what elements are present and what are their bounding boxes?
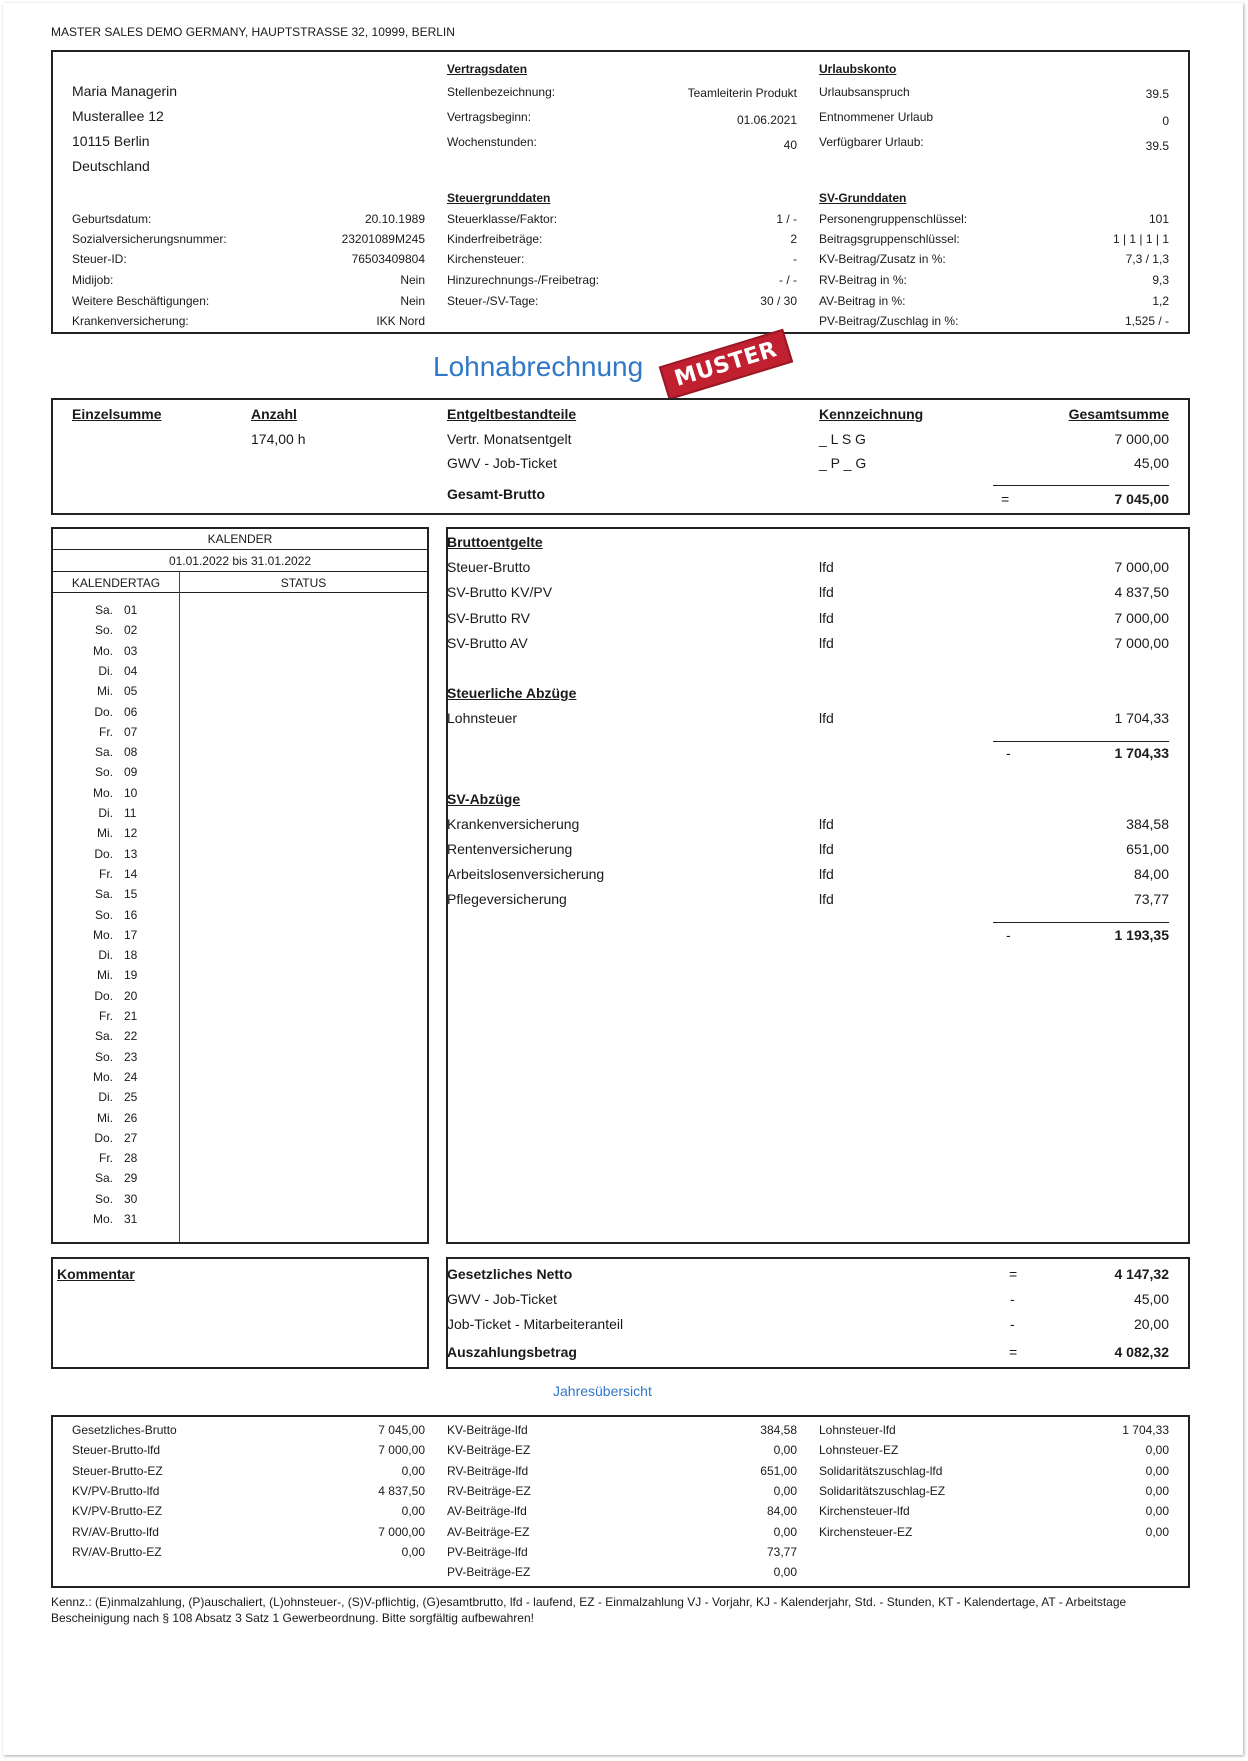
sv-value: 1 | 1 | 1 | 1: [1112, 232, 1169, 246]
annual-value: 0,00: [773, 1443, 797, 1458]
annual-value: 0,00: [401, 1463, 425, 1478]
tax-value: -: [793, 252, 797, 266]
payout-sign: =: [1009, 1344, 1018, 1360]
personal-label: Krankenversicherung:: [72, 314, 189, 328]
contract-label: Wochenstunden:: [447, 135, 537, 149]
annual-value: 7 000,00: [378, 1443, 425, 1458]
annual-label: Lohnsteuer-EZ: [819, 1443, 899, 1458]
annual-label: RV/AV-Brutto-lfd: [72, 1524, 159, 1539]
steuer-value: 1 704,33: [1114, 710, 1169, 726]
calendar-day-number: 30: [124, 1191, 138, 1206]
vacation-label: Verfügbarer Urlaub:: [819, 135, 924, 149]
calendar-weekday: Di.: [98, 663, 113, 678]
footer-note: Bescheinigung nach § 108 Absatz 3 Satz 1 Gewerbeordnung. Bitte sorgfältig aufbewahren!: [51, 1611, 534, 1625]
calendar-weekday: Sa.: [94, 1171, 113, 1186]
sv-total-value: 1 193,35: [1114, 927, 1169, 943]
calendar-day-number: 10: [124, 785, 138, 800]
net-label: Job-Ticket - Mitarbeiteranteil: [447, 1316, 624, 1332]
calendar-weekday: So.: [94, 765, 113, 780]
sv-label: Personengruppenschlüssel:: [819, 212, 968, 226]
sv-deduction-type: lfd: [819, 816, 834, 832]
earnings-total: 45,00: [1133, 455, 1169, 471]
earnings-flags: _ P _ G: [819, 455, 867, 471]
calendar-day-number: 26: [124, 1110, 138, 1125]
sv-heading: SV-Abzüge: [447, 791, 521, 807]
payout-label: Auszahlungsbetrag: [447, 1344, 577, 1360]
calendar-weekday: Fr.: [99, 866, 113, 881]
contract-value: 40: [783, 138, 797, 152]
net-value: 4 147,32: [1114, 1266, 1169, 1282]
payout-value: 4 082,32: [1114, 1344, 1169, 1360]
calendar-weekday: Mo.: [92, 1212, 113, 1226]
net-label: GWV - Job-Ticket: [447, 1291, 557, 1307]
contract-value: Teamleiterin Produkt: [687, 86, 797, 100]
calendar-day-number: 15: [124, 887, 138, 902]
brutto-value: 7 000,00: [1114, 610, 1169, 626]
calendar-day-number: 07: [124, 724, 138, 739]
annual-value: 1 704,33: [1122, 1423, 1169, 1437]
annual-value: 0,00: [401, 1504, 425, 1519]
calendar-day-number: 28: [124, 1151, 138, 1166]
calendar-weekday: Fr.: [99, 1151, 113, 1166]
annual-value: 0,00: [773, 1565, 797, 1580]
annual-label: RV-Beiträge-EZ: [447, 1483, 531, 1498]
annual-label: AV-Beiträge-EZ: [447, 1524, 530, 1539]
sv-grunddaten-heading: SV-Grunddaten: [819, 191, 907, 205]
calendar-day-number: 04: [124, 663, 138, 678]
calendar-day-number: 18: [124, 948, 138, 963]
annual-value: 384,58: [760, 1423, 797, 1437]
annual-label: Solidaritätszuschlag-EZ: [819, 1483, 946, 1498]
annual-label: Kirchensteuer-EZ: [819, 1524, 913, 1539]
vacation-value: 39.5: [1145, 87, 1169, 101]
calendar-divider: [53, 592, 427, 593]
earnings-name: GWV - Job-Ticket: [447, 455, 557, 471]
calendar-col-day: KALENDERTAG: [71, 576, 161, 590]
net-value: 20,00: [1133, 1316, 1169, 1332]
annual-value: 0,00: [1145, 1483, 1169, 1498]
sv-deduction-value: 73,77: [1133, 891, 1169, 907]
calendar-weekday: Mi.: [97, 1110, 113, 1125]
brutto-type: lfd: [819, 559, 834, 575]
calendar-weekday: So.: [94, 623, 113, 638]
earnings-amount: 174,00 h: [251, 431, 306, 447]
personal-value: IKK Nord: [376, 314, 425, 328]
annual-overview-box: [51, 1415, 1190, 1588]
brutto-label: SV-Brutto KV/PV: [447, 584, 553, 600]
calendar-weekday: Fr.: [99, 1009, 113, 1023]
footer-legend: Kennz.: (E)inmalzahlung, (P)auschaliert, (L)ohnsteuer-, (S)V-pflichtig, (G)esamtbrutto, lfd - laufend, EZ - Einmalzahlung VJ - Vorjahr, KJ - Kalenderjahr, Std. - Stunden, KT - Kalendertage, AT - Arbeitstage: [51, 1595, 1127, 1609]
payslip-page: [3, 3, 1243, 1755]
sv-value: 1,2: [1152, 294, 1169, 308]
steuer-total-sign: -: [1006, 745, 1011, 761]
annual-label: Steuer-Brutto-lfd: [72, 1443, 161, 1458]
sv-value: 101: [1148, 212, 1169, 226]
calendar-divider: [53, 549, 427, 550]
annual-label: KV-Beiträge-lfd: [447, 1423, 528, 1437]
calendar-day-number: 20: [124, 988, 138, 1003]
company-header: MASTER SALES DEMO GERMANY, HAUPTSTRASSE 32, 10999, BERLIN: [51, 25, 455, 39]
calendar-day-number: 14: [124, 866, 138, 881]
sv-deduction-value: 651,00: [1126, 841, 1169, 857]
steuer-type: lfd: [819, 710, 834, 726]
personal-label: Geburtsdatum:: [72, 212, 152, 226]
sv-value: 7,3 / 1,3: [1125, 252, 1169, 266]
calendar-day-number: 17: [124, 927, 138, 942]
calendar-weekday: Fr.: [99, 724, 113, 739]
calendar-column-line: [179, 571, 180, 1242]
annual-label: Solidaritätszuschlag-lfd: [819, 1463, 943, 1478]
annual-label: RV-Beiträge-lfd: [447, 1463, 529, 1478]
tax-label: Kirchensteuer:: [447, 252, 525, 266]
annual-value: 0,00: [1145, 1524, 1169, 1539]
brutto-label: SV-Brutto AV: [447, 635, 528, 651]
calendar-weekday: Mi.: [97, 968, 113, 983]
brutto-type: lfd: [819, 635, 834, 651]
calendar-day-number: 23: [124, 1049, 138, 1064]
annual-value: 0,00: [773, 1483, 797, 1498]
tax-label: Steuer-/SV-Tage:: [447, 294, 539, 308]
calendar-day-number: 22: [124, 1029, 138, 1044]
annual-label: PV-Beiträge-lfd: [447, 1544, 528, 1559]
sv-label: AV-Beitrag in %:: [819, 294, 906, 308]
calendar-weekday: So.: [94, 1049, 113, 1064]
calendar-day-number: 29: [124, 1171, 138, 1186]
calendar-weekday: Mi.: [97, 826, 113, 841]
brutto-heading: Bruttoentgelte: [447, 534, 543, 550]
steuer-total-value: 1 704,33: [1114, 745, 1169, 761]
annual-value: 4 837,50: [378, 1483, 425, 1498]
calendar-weekday: Do.: [94, 988, 113, 1003]
earnings-total: 7 000,00: [1114, 431, 1169, 447]
sv-deduction-label: Krankenversicherung: [447, 816, 580, 832]
sv-deduction-label: Rentenversicherung: [447, 841, 573, 857]
calendar-day-number: 12: [124, 826, 138, 841]
calendar-weekday: Mo.: [92, 1069, 113, 1084]
gross-total-rule: [993, 485, 1169, 486]
annual-label: Gesetzliches-Brutto: [72, 1423, 177, 1437]
calendar-day-number: 24: [124, 1069, 138, 1084]
brutto-label: Steuer-Brutto: [447, 559, 531, 575]
calendar-range: 01.01.2022 bis 31.01.2022: [168, 554, 312, 568]
calendar-day-number: 03: [124, 643, 138, 658]
personal-label: Steuer-ID:: [72, 252, 127, 266]
address-name: Maria Managerin: [72, 83, 178, 99]
calendar-weekday: Di.: [98, 1090, 113, 1105]
muster-stamp: MUSTER: [659, 329, 793, 400]
vacation-value: 39.5: [1145, 139, 1169, 153]
sv-total-rule: [993, 922, 1169, 923]
calendar-weekday: So.: [94, 1191, 113, 1206]
brutto-value: 7 000,00: [1114, 635, 1169, 651]
annual-value: 73,77: [766, 1544, 797, 1559]
steuer-heading: Steuerliche Abzüge: [447, 685, 577, 701]
personal-value: 76503409804: [351, 252, 425, 266]
calendar-weekday: Sa.: [94, 887, 113, 902]
calendar-weekday: So.: [94, 907, 113, 922]
annual-value: 0,00: [401, 1544, 425, 1559]
contract-label: Stellenbezeichnung:: [447, 85, 556, 99]
personal-label: Sozialversicherungsnummer:: [72, 232, 227, 246]
net-sign: -: [1010, 1316, 1015, 1332]
calendar-day-number: 27: [124, 1130, 138, 1145]
annual-label: Lohnsteuer-lfd: [819, 1423, 896, 1437]
tax-value: 2: [790, 232, 797, 246]
brutto-type: lfd: [819, 610, 834, 626]
vacation-value: 0: [1162, 114, 1169, 128]
calendar-weekday: Sa.: [94, 1029, 113, 1044]
sv-total-sign: -: [1006, 927, 1011, 943]
calendar-weekday: Sa.: [94, 603, 113, 617]
sv-label: Beitragsgruppenschlüssel:: [819, 232, 960, 246]
sv-deduction-value: 384,58: [1126, 816, 1169, 832]
steuer-label: Lohnsteuer: [447, 710, 518, 726]
calendar-weekday: Di.: [98, 806, 113, 820]
calendar-day-number: 16: [124, 907, 138, 922]
annual-label: RV/AV-Brutto-EZ: [72, 1544, 162, 1559]
calendar-weekday: Do.: [94, 846, 113, 861]
gross-total-sign: =: [1001, 491, 1010, 507]
tax-value: 1 / -: [776, 212, 797, 226]
annual-label: KV/PV-Brutto-EZ: [72, 1504, 163, 1519]
tax-label: Hinzurechnungs-/Freibetrag:: [447, 273, 600, 287]
calendar-weekday: Mi.: [97, 684, 113, 699]
comment-heading: Kommentar: [57, 1266, 135, 1282]
brutto-type: lfd: [819, 584, 834, 600]
sv-label: RV-Beitrag in %:: [819, 273, 907, 287]
calendar-day-number: 31: [124, 1212, 138, 1226]
gross-total-value: 7 045,00: [1114, 491, 1169, 507]
tax-value: 30 / 30: [760, 294, 797, 308]
annual-label: Steuer-Brutto-EZ: [72, 1463, 163, 1478]
brutto-label: SV-Brutto RV: [447, 610, 531, 626]
earnings-name: Vertr. Monatsentgelt: [447, 431, 572, 447]
calendar-day-number: 01: [124, 603, 138, 617]
address-city: 10115 Berlin: [72, 133, 150, 149]
sv-deduction-type: lfd: [819, 841, 834, 857]
personal-value: 20.10.1989: [364, 212, 425, 226]
annual-value: 0,00: [1145, 1504, 1169, 1519]
tax-label: Kinderfreibeträge:: [447, 232, 543, 246]
calendar-day-number: 25: [124, 1090, 138, 1105]
calendar-day-number: 02: [124, 623, 138, 638]
annual-value: 7 000,00: [378, 1524, 425, 1539]
sv-label: PV-Beitrag/Zuschlag in %:: [819, 314, 959, 328]
vertragsdaten-heading: Vertragsdaten: [447, 62, 528, 76]
annual-value: 651,00: [760, 1463, 797, 1478]
annual-value: 0,00: [1145, 1443, 1169, 1458]
personal-label: Weitere Beschäftigungen:: [72, 294, 210, 308]
sv-deduction-value: 84,00: [1133, 866, 1169, 882]
calendar-divider: [53, 571, 427, 572]
header-einzelsumme: Einzelsumme: [72, 406, 162, 422]
annual-value: 0,00: [1145, 1463, 1169, 1478]
annual-value: 0,00: [773, 1524, 797, 1539]
contract-label: Vertragsbeginn:: [447, 110, 532, 124]
annual-value: 84,00: [766, 1504, 797, 1519]
header-gesamtsumme: Gesamtsumme: [1068, 406, 1169, 422]
calendar-weekday: Mo.: [92, 927, 113, 942]
vacation-label: Urlaubsanspruch: [819, 85, 910, 99]
calendar-day-number: 11: [124, 806, 137, 820]
sv-value: 1,525 / -: [1124, 314, 1169, 328]
calendar-weekday: Di.: [98, 948, 113, 963]
annual-label: Kirchensteuer-lfd: [819, 1504, 910, 1519]
tax-label: Steuerklasse/Faktor:: [447, 212, 558, 226]
net-sign: =: [1009, 1266, 1018, 1282]
personal-value: Nein: [400, 294, 425, 308]
calendar-weekday: Do.: [94, 704, 113, 719]
address-street: Musterallee 12: [72, 108, 164, 124]
calendar-day-number: 21: [124, 1009, 138, 1023]
calendar-weekday: Mo.: [92, 643, 113, 658]
brutto-value: 7 000,00: [1114, 559, 1169, 575]
vacation-label: Entnommener Urlaub: [819, 110, 934, 124]
page-title: Lohnabrechnung: [433, 351, 644, 382]
personal-value: Nein: [400, 273, 425, 287]
sv-label: KV-Beitrag/Zusatz in %:: [819, 252, 946, 266]
annual-label: KV-Beiträge-EZ: [447, 1443, 531, 1458]
urlaubskonto-heading: Urlaubskonto: [819, 62, 897, 76]
sv-deduction-type: lfd: [819, 891, 834, 907]
annual-label: AV-Beiträge-lfd: [447, 1504, 527, 1519]
annual-label: KV/PV-Brutto-lfd: [72, 1483, 160, 1498]
calendar-day-number: 09: [124, 765, 138, 780]
annual-value: 7 045,00: [378, 1423, 425, 1437]
sv-deduction-label: Pflegeversicherung: [447, 891, 567, 907]
gross-total-label: Gesamt-Brutto: [447, 486, 546, 502]
steuergrunddaten-heading: Steuergrunddaten: [447, 191, 551, 205]
net-label: Gesetzliches Netto: [447, 1266, 573, 1282]
personal-label: Midijob:: [72, 273, 114, 287]
brutto-value: 4 837,50: [1114, 584, 1169, 600]
personal-value: 23201089M245: [341, 232, 425, 246]
sv-deduction-label: Arbeitslosenversicherung: [447, 866, 605, 882]
annual-overview-title: Jahresübersicht: [553, 1383, 652, 1399]
calendar-weekday: Sa.: [94, 745, 113, 760]
calendar-weekday: Do.: [94, 1130, 113, 1145]
calendar-day-number: 08: [124, 745, 138, 760]
header-anzahl: Anzahl: [251, 406, 297, 422]
contract-value: 01.06.2021: [736, 113, 797, 127]
calendar-day-number: 05: [124, 684, 138, 699]
steuer-total-rule: [993, 741, 1169, 742]
calendar-day-number: 06: [124, 704, 138, 719]
annual-label: PV-Beiträge-EZ: [447, 1565, 531, 1580]
header-kennzeichnung: Kennzeichnung: [819, 406, 924, 422]
net-value: 45,00: [1133, 1291, 1169, 1307]
sv-deduction-type: lfd: [819, 866, 834, 882]
address-country: Deutschland: [72, 158, 150, 174]
calendar-title: KALENDER: [207, 532, 273, 546]
calendar-day-number: 13: [124, 846, 138, 861]
calendar-weekday: Mo.: [92, 785, 113, 800]
net-sign: -: [1010, 1291, 1015, 1307]
sv-value: 9,3: [1152, 273, 1169, 287]
header-entgeltbestandteile: Entgeltbestandteile: [447, 406, 577, 422]
tax-value: - / -: [779, 273, 797, 287]
calendar-day-number: 19: [124, 968, 138, 983]
earnings-flags: _ L S G: [819, 431, 866, 447]
calendar-col-status: STATUS: [280, 576, 327, 590]
